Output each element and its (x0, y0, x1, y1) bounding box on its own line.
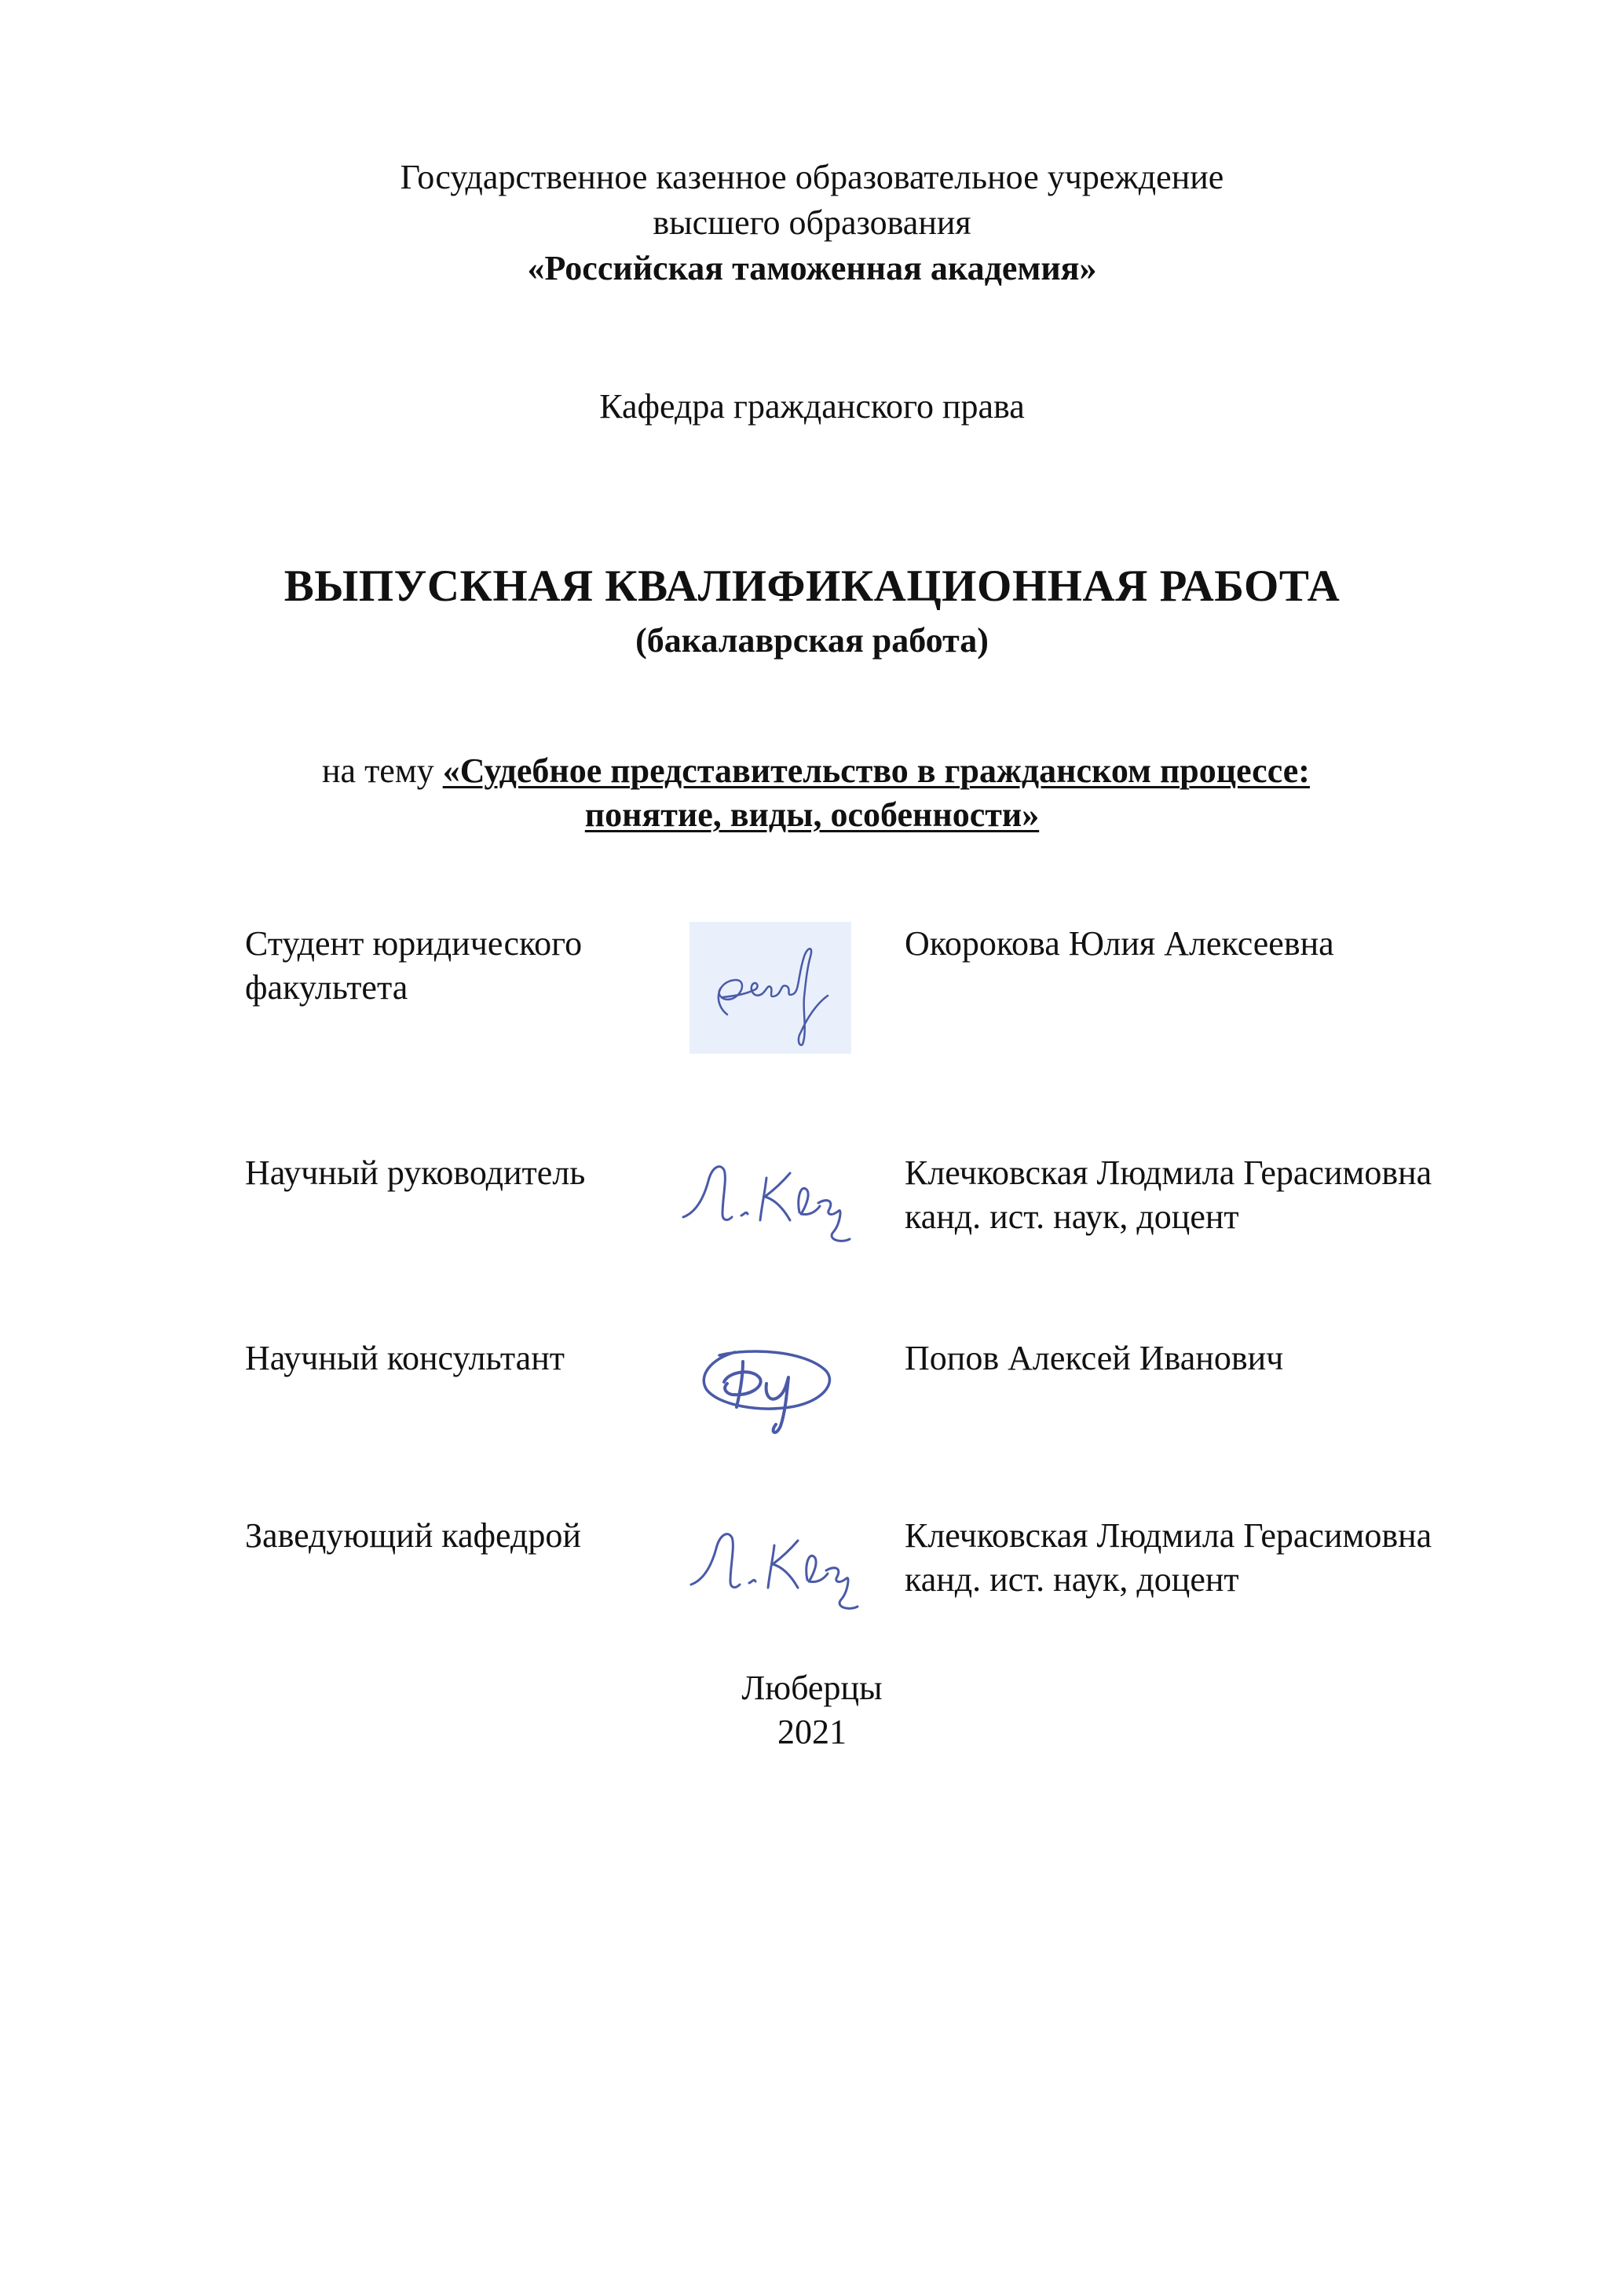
city: Люберцы (741, 1669, 883, 1707)
person-name: Клечковская Людмила Герасимовна (905, 1153, 1432, 1192)
topic-line-1 (322, 749, 1484, 793)
person-name: Клечковская Людмила Герасимовна (905, 1516, 1432, 1555)
signatory-role-consultant (245, 1336, 565, 1380)
department-name: Кафедра гражданского права (599, 387, 1025, 426)
topic-text-line-1: «Судебное представительство в гражданском процессе: (442, 751, 1310, 790)
signatory-role-supervisor (245, 1151, 585, 1195)
person-degree: канд. ист. наук, доцент (905, 1197, 1239, 1236)
year: 2021 (777, 1713, 847, 1751)
institution-line-1: Государственное казенное образовательное учреждение (400, 158, 1224, 196)
signatory-role-student (245, 922, 685, 1010)
institution-line-2: высшего образования (653, 203, 971, 242)
topic-text-line-2: понятие, виды, особенности» (584, 795, 1040, 834)
signatory-role-head (245, 1514, 581, 1558)
handwritten-signature-head (677, 1504, 872, 1622)
person-name: Попов Алексей Иванович (905, 1339, 1284, 1377)
signatory-name-head (905, 1514, 1432, 1602)
work-subtitle: (бакалаврская работа) (635, 621, 989, 660)
institution-name: «Российская таможенная академия» (527, 249, 1097, 287)
handwritten-signature-student (689, 922, 851, 1054)
topic-line-2 (0, 793, 1624, 837)
role-line-2: факультета (245, 968, 408, 1007)
signatory-name-consultant (905, 1336, 1283, 1380)
handwritten-signature-supervisor (672, 1135, 869, 1253)
role-line-1: Заведующий кафедрой (245, 1516, 581, 1555)
role-line-1: Научный руководитель (245, 1153, 586, 1192)
work-title: ВЫПУСКНАЯ КВАЛИФИКАЦИОННАЯ РАБОТА (283, 561, 1341, 611)
signatory-name-student (905, 922, 1334, 966)
person-degree: канд. ист. наук, доцент (905, 1560, 1239, 1599)
signatory-name-supervisor (905, 1151, 1432, 1239)
topic-prefix: на тему (322, 751, 434, 790)
person-name: Окорокова Юлия Алексеевна (905, 924, 1334, 963)
handwritten-signature-consultant (688, 1327, 845, 1445)
role-line-1: Научный консультант (245, 1339, 565, 1377)
role-line-1: Студент юридического (245, 924, 583, 963)
